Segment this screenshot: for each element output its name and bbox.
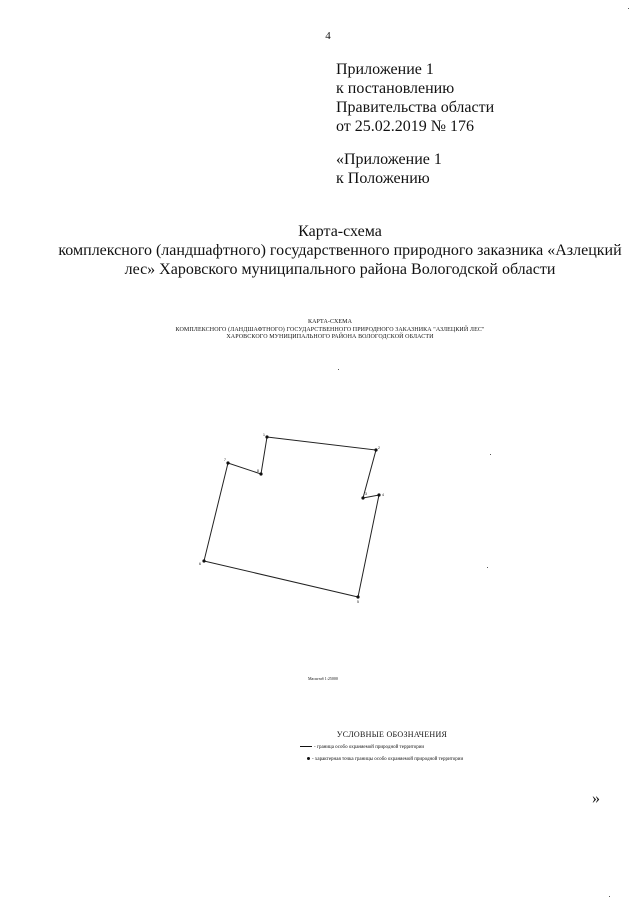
point-label: 6 (199, 562, 201, 566)
legend-point-label: - характерная точка границы особо охраняемой природной территории (312, 757, 464, 762)
boundary-point-symbol (307, 757, 310, 760)
regulation-line: к Положению (336, 170, 430, 187)
point-label: 4 (382, 493, 384, 497)
scan-speck (628, 8, 629, 9)
boundary-point (265, 435, 268, 438)
point-label: 1 (263, 433, 265, 437)
appendix-reference (336, 60, 494, 136)
scan-speck (338, 369, 339, 370)
boundary-point (377, 493, 380, 496)
scan-speck (609, 896, 610, 897)
title-line: Карта-схема (298, 223, 382, 240)
scan-speck (487, 567, 488, 568)
map-heading-line: ХАРОВСКОГО МУНИЦИПАЛЬНОГО РАЙОНА ВОЛОГОДСКОЙ ОБЛАСТИ (226, 334, 434, 340)
legend-boundary-label: - граница особо охраняемой природной территории (314, 745, 425, 750)
point-label: 8 (257, 469, 259, 473)
boundary-point (259, 472, 262, 475)
boundary-point (361, 496, 364, 499)
closing-quote: » (592, 790, 600, 807)
scan-speck (490, 454, 491, 455)
page-number: 4 (325, 30, 331, 42)
legend-boundary-item (300, 745, 424, 750)
regulation-line: «Приложение 1 (336, 151, 442, 168)
appendix-line: к постановлению (336, 80, 455, 97)
appendix-line: Правительства области (336, 99, 495, 116)
boundary-line-symbol (300, 746, 312, 747)
point-label: 7 (224, 458, 226, 462)
legend-point-item (305, 757, 463, 762)
title-line: комплексного (ландшафтного) государственного природного заказника «Азлецкий (58, 242, 622, 259)
map-scale: Масштаб 1:25000 (308, 676, 338, 681)
regulation-appendix-reference (336, 150, 442, 188)
boundary-point (202, 559, 205, 562)
map-heading-line: КОМПЛЕКСНОГО (ЛАНДШАФТНОГО) ГОСУДАРСТВЕННОГО ПРИРОДНОГО ЗАКАЗНИКА "АЗЛЕЦКИЙ ЛЕС" (175, 326, 485, 333)
point-label: 5 (357, 600, 359, 604)
reserve-boundary (204, 437, 379, 597)
point-label: 3 (365, 492, 367, 496)
document-title (40, 222, 640, 279)
appendix-line: Приложение 1 (336, 61, 434, 78)
title-line: лес» Харовского муниципального района Вологодской области (124, 261, 556, 278)
point-label: 2 (378, 446, 380, 450)
map-heading-line: КАРТА-СХЕМА (307, 319, 353, 325)
appendix-line: от 25.02.2019 № 176 (336, 118, 475, 135)
legend-title: УСЛОВНЫЕ ОБОЗНАЧЕНИЯ (336, 730, 448, 739)
boundary-map (190, 425, 400, 610)
map-heading (100, 319, 560, 342)
boundary-point (356, 595, 359, 598)
boundary-point (226, 461, 229, 464)
